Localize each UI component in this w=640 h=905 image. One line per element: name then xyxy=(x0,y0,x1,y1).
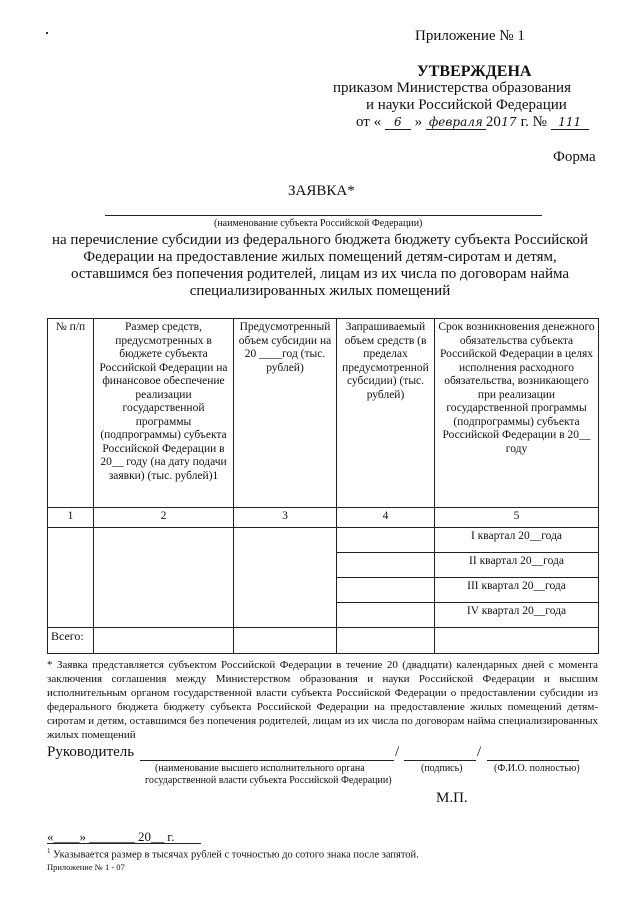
order-line-2: и науки Российской Федерации xyxy=(366,97,567,113)
quarter-3: III квартал 20__года xyxy=(435,578,599,603)
header-cell-number: № п/п xyxy=(48,319,94,508)
date-year-suffix: 17 xyxy=(501,115,517,129)
caption-signature: (подпись) xyxy=(421,763,463,774)
date-mid: » xyxy=(414,114,423,130)
date-day: 6 xyxy=(385,115,411,130)
date-year-prefix: 20 xyxy=(485,114,501,130)
total-cell-4 xyxy=(337,628,435,654)
column-number-2: 2 xyxy=(94,508,234,528)
form-label: Форма xyxy=(553,149,596,165)
request-footnote: * Заявка представляется субъектом Российской Федерации в течение 20 (двадцати) календарных дней с момента заключения соглашения между Министерством образования и науки Российской Федерации и высшим исполнительным органом государственной власти субъекта Российской Федерации о предоставлении субсидии из федерального бюджета бюджету субъекта Российской Федерации на предоставление жилых помещений детям-сиротам и детям, оставшимся без попечения родителей, лицам из их числа по договорам найма специализированных жилых помещений xyxy=(47,659,598,741)
signature-line xyxy=(404,760,476,761)
quarter-1: I квартал 20__года xyxy=(435,528,599,553)
data-cell-1 xyxy=(48,528,94,628)
total-cell-5 xyxy=(435,628,599,654)
caption-org-1: (наименование высшего исполнительного органа xyxy=(155,763,365,774)
scan-dot xyxy=(46,32,48,34)
date-line: «____» _______ 20__ г. xyxy=(47,829,175,844)
requested-q2-cell xyxy=(337,553,435,578)
subject-name-line xyxy=(105,215,542,216)
org-name-line xyxy=(140,760,394,761)
total-label: Всего: xyxy=(48,628,94,654)
title-line-3: оставшимся без попечения родителей, лицам из их числа по договорам найма xyxy=(70,266,570,282)
date-from: от « xyxy=(356,114,382,130)
total-cell-3 xyxy=(234,628,337,654)
slash-1: / xyxy=(395,744,400,760)
date-g: г. № xyxy=(520,114,547,130)
order-line-1: приказом Министерства образования xyxy=(333,80,571,96)
column-number-3: 3 xyxy=(234,508,337,528)
header-cell-budget: Размер средств, предусмотренных в бюджете субъекта Российской Федерации на финансовое обеспечение реализации государственной программы (подпрограммы) субъекта Российской Федерации в 20__ году (на дату подачи заявки) (тыс. рублей)1 xyxy=(94,319,234,508)
requested-q1-cell xyxy=(337,528,435,553)
footnote-separator xyxy=(47,843,201,844)
stamp-label: М.П. xyxy=(436,790,468,806)
slash-2: / xyxy=(477,744,482,760)
title-line-4: специализированных жилых помещений xyxy=(189,283,451,299)
caption-full-name: (Ф.И.О. полностью) xyxy=(494,763,580,774)
head-label: Руководитель xyxy=(47,744,135,760)
data-cell-2 xyxy=(94,528,234,628)
data-cell-3 xyxy=(234,528,337,628)
header-cell-deadline: Срок возникновения денежного обязательства субъекта Российской Федерации в целях исполнения расходного обязательства, возникающего при реализации государственной программы (подпрограммы) субъекта Российской Федерации в 20__ году xyxy=(435,319,599,508)
column-number-5: 5 xyxy=(435,508,599,528)
request-table xyxy=(47,318,599,654)
header-cell-requested: Запрашиваемый объем средств (в пределах предусмотренной субсидии) (тыс. рублей) xyxy=(337,319,435,508)
requested-q4-cell xyxy=(337,603,435,628)
order-number: 111 xyxy=(551,115,589,130)
title-line-1: на перечисление субсидии из федерального бюджета бюджету субъекта Российской xyxy=(51,232,588,248)
appendix-label: Приложение № 1 xyxy=(415,28,525,44)
order-date-line xyxy=(356,114,589,131)
full-name-line xyxy=(487,760,579,761)
approved-label: УТВЕРЖДЕНА xyxy=(417,63,532,80)
quarter-2: II квартал 20__года xyxy=(435,553,599,578)
quarter-4: IV квартал 20__года xyxy=(435,603,599,628)
footnote-mark: 1 xyxy=(47,847,51,855)
column-number-4: 4 xyxy=(337,508,435,528)
page-footer: Приложение № 1 - 07 xyxy=(47,862,125,872)
caption-org-2: государственной власти субъекта Российской Федерации) xyxy=(145,775,392,786)
title-line-2: Федерации на предоставление жилых помещений детям-сиротам и детям, xyxy=(83,249,557,265)
request-heading: ЗАЯВКА* xyxy=(288,183,355,199)
column-number-1: 1 xyxy=(48,508,94,528)
date-month: февраля xyxy=(426,115,486,130)
title-block xyxy=(0,232,640,300)
footnote-1 xyxy=(47,847,419,861)
requested-q3-cell xyxy=(337,578,435,603)
subject-caption: (наименование субъекта Российской Федерации) xyxy=(214,218,423,229)
header-cell-subsidy: Предусмотренный объем субсидии на 20 ____год (тыс. рублей) xyxy=(234,319,337,508)
total-cell-2 xyxy=(94,628,234,654)
footnote-text: Указывается размер в тысячах рублей с точностью до сотого знака после запятой. xyxy=(53,849,419,861)
